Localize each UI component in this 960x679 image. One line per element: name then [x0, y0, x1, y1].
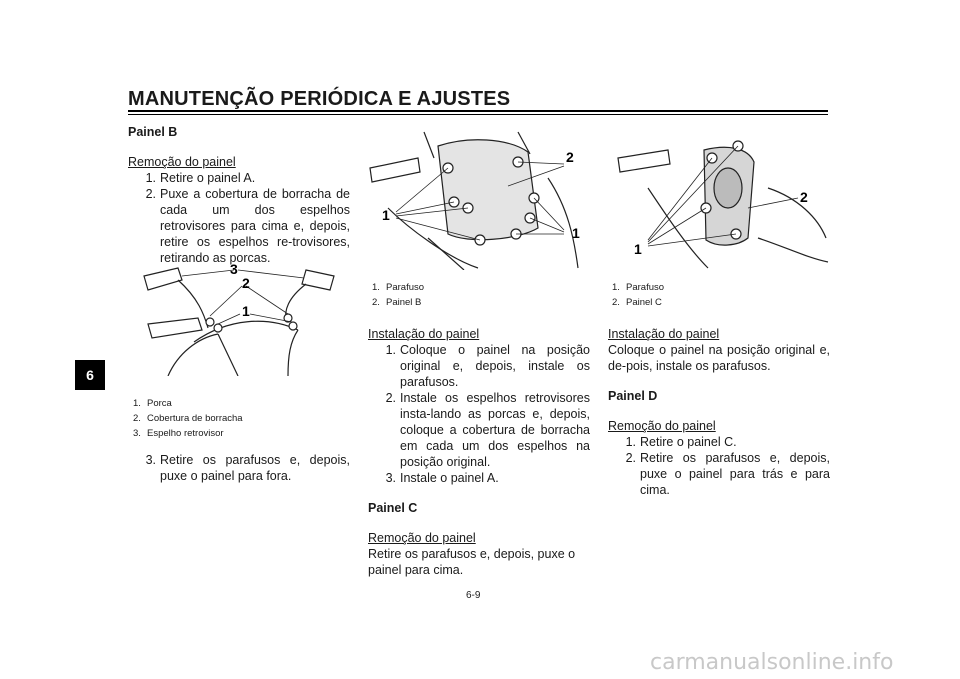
chapter-tab: 6 — [75, 360, 105, 390]
subheading-installation: Instalação do painel — [368, 327, 480, 341]
list-item: 2. Puxe a cobertura de borracha de cada um dos espelhos retrovisores para cima e, depois, retire os espelhos re-trovisores, retirando as porcas. — [145, 187, 350, 265]
paragraph: Coloque o painel na posição original e, de-pois, instale os parafusos. — [608, 343, 830, 373]
figure-label: 2 — [800, 189, 808, 205]
subheading-removal: Remoção do painel — [368, 531, 476, 545]
figure-label: 1 — [382, 207, 390, 223]
watermark: carmanualsonline.info — [650, 650, 894, 675]
figure-caption — [372, 280, 582, 310]
figure-label: 1 — [572, 225, 580, 241]
subheading-removal: Remoção do painel — [128, 155, 236, 169]
caption-item: 2. Painel C — [612, 297, 662, 308]
page-title: MANUTENÇÃO PERIÓDICA E AJUSTES — [128, 88, 511, 110]
list-item: 1. Retire o painel A. — [145, 171, 256, 185]
figure-panel-c — [608, 128, 830, 270]
caption-item: 3. Espelho retrovisor — [133, 428, 224, 439]
caption-item: 2. Cobertura de borracha — [133, 413, 243, 424]
figure-label: 1 — [634, 241, 642, 257]
figure-caption — [133, 396, 343, 441]
caption-item: 1. Parafuso — [372, 282, 425, 293]
column-3 — [608, 326, 830, 498]
paragraph: Retire os parafusos e, depois, puxe o painel para cima. — [368, 547, 576, 577]
list-item: 1. Coloque o painel na posição original e, depois, instale os parafusos. — [385, 343, 590, 389]
figure-label: 1 — [242, 303, 250, 319]
title-rule-thin — [128, 114, 828, 115]
figure-label: 2 — [242, 275, 250, 291]
figure-label: 2 — [566, 149, 574, 165]
list-item: 2. Retire os parafusos e, depois, puxe o painel para trás e para cima. — [625, 451, 830, 497]
figure-mirror — [138, 258, 338, 376]
subheading-removal: Remoção do painel — [608, 419, 716, 433]
caption-item: 1. Porca — [133, 398, 172, 409]
subheading-installation: Instalação do painel — [608, 327, 720, 341]
column-1 — [128, 124, 350, 266]
figure-label: 3 — [230, 261, 238, 277]
list-item: 3. Retire os parafusos e, depois, puxe o painel para fora. — [145, 453, 350, 483]
column-2 — [368, 326, 590, 578]
heading-painel-c: Painel C — [368, 501, 418, 515]
title-rule — [128, 110, 828, 112]
list-item: 3. Instale o painel A. — [385, 471, 499, 485]
figure-caption — [612, 280, 822, 310]
heading-painel-b: Painel B — [128, 125, 178, 139]
caption-item: 1. Parafuso — [612, 282, 665, 293]
column-1-step3 — [128, 452, 350, 484]
figure-panel-b — [368, 128, 590, 270]
list-item: 2. Instale os espelhos retrovisores insta-lando as porcas e, depois, coloque a cobertura de borracha em cada um dos espelhos na posição original. — [385, 391, 590, 469]
heading-painel-d: Painel D — [608, 389, 658, 403]
caption-item: 2. Painel B — [372, 297, 422, 308]
page-number: 6-9 — [466, 590, 481, 601]
list-item: 1. Retire o painel C. — [625, 435, 737, 449]
